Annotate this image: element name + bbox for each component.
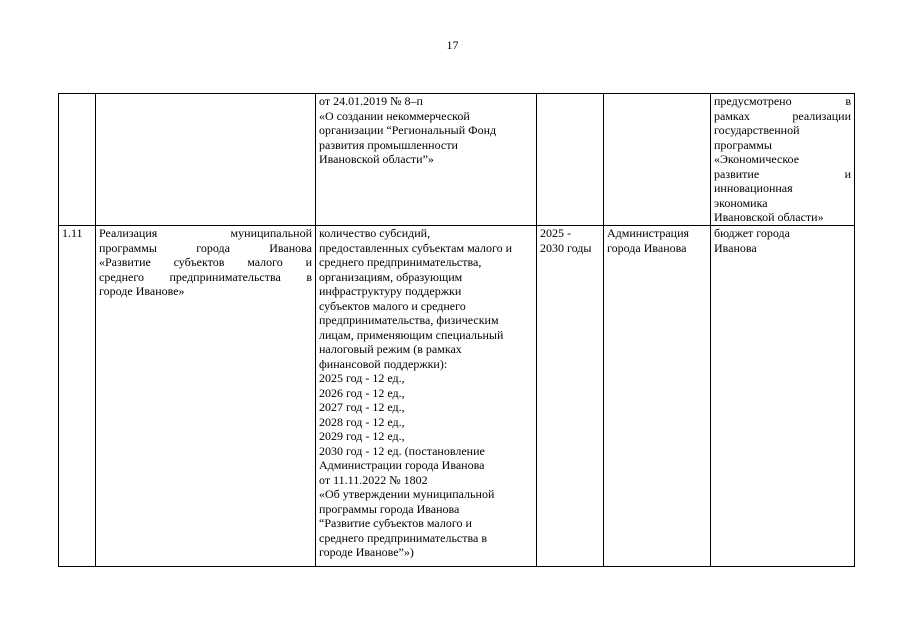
program-table	[58, 93, 855, 567]
indicator-line: среднего предпринимательства в	[319, 530, 487, 545]
name-line: программы города Иванова	[99, 240, 312, 255]
page-number: 17	[446, 38, 459, 52]
indicator-line: от 24.01.2019 № 8–п	[319, 94, 423, 108]
funding-line: предусмотрено в	[714, 94, 851, 108]
funding-line: «Экономическое	[714, 152, 800, 166]
indicator-line: 2025 год - 12 ед.,	[319, 371, 405, 385]
period-line: 2025 -	[540, 226, 571, 240]
indicator-line: Ивановской области”»	[319, 152, 434, 166]
funding-line: развитие и	[714, 166, 851, 181]
cell-period	[537, 226, 604, 567]
cell-executor	[604, 94, 711, 226]
executor-line: города Иванова	[607, 240, 687, 255]
indicator-line: Администрации города Иванова	[319, 458, 485, 472]
indicator-line: городе Иванове”»)	[319, 545, 414, 559]
indicator-line: программы города Иванова	[319, 501, 460, 516]
funding-line: экономика	[714, 195, 768, 210]
funding-line: программы	[714, 137, 772, 152]
table-row	[59, 94, 855, 226]
cell-name	[96, 94, 316, 226]
indicator-line: финансовой поддержки):	[319, 356, 448, 371]
indicator-line: 2027 год - 12 ед.,	[319, 400, 405, 414]
funding-line: Ивановской области»	[714, 210, 824, 224]
indicator-line: лицам, применяющим специальный	[319, 327, 504, 342]
indicator-line: 2026 год - 12 ед.,	[319, 385, 405, 400]
indicator-line: инфраструктуру поддержки	[319, 284, 462, 298]
indicator-line: 2029 год - 12 ед.,	[319, 429, 405, 443]
indicator-line: “Развитие субъектов малого и	[319, 516, 472, 530]
indicator-line: от 11.11.2022 № 1802	[319, 472, 428, 487]
indicator-line: предоставленных субъектам малого и	[319, 240, 513, 255]
indicator-line: организациям, образующим	[319, 269, 463, 284]
executor-line: Администрация	[607, 226, 690, 240]
name-line: «Развитие субъектов малого и	[99, 255, 312, 269]
indicator-line: субъектов малого и среднего	[319, 298, 466, 313]
indicator-line: среднего предпринимательства,	[319, 255, 482, 269]
indicator-line: развития промышленности	[319, 137, 458, 152]
cell-executor	[604, 226, 711, 567]
name-line: среднего предпринимательства в	[99, 269, 312, 284]
indicator-line: налоговый режим (в рамках	[319, 342, 462, 356]
funding-line: Иванова	[714, 240, 757, 255]
cell-number: 1.11	[59, 226, 96, 567]
indicator-line: 2030 год - 12 ед. (постановление	[319, 443, 485, 458]
funding-line: инновационная	[714, 181, 793, 195]
cell-number	[59, 94, 96, 226]
cell-name	[96, 226, 316, 567]
indicator-line: 2028 год - 12 ед.,	[319, 414, 405, 429]
indicator-line: количество субсидий,	[319, 226, 431, 240]
indicator-line: «О создании некоммерческой	[319, 108, 470, 123]
cell-indicator	[316, 94, 537, 226]
table-row	[59, 226, 855, 567]
cell-funding	[711, 94, 855, 226]
name-line: Реализация муниципальной	[99, 226, 312, 240]
funding-line: рамках реализации	[714, 108, 851, 123]
cell-period	[537, 94, 604, 226]
period-line: 2030 годы	[540, 240, 592, 255]
indicator-line: предпринимательства, физическим	[319, 313, 499, 327]
cell-indicator	[316, 226, 537, 567]
name-line: городе Иванове»	[99, 284, 185, 298]
indicator-line: «Об утверждении муниципальной	[319, 487, 495, 501]
funding-line: бюджет города	[714, 226, 790, 240]
indicator-line: организации “Региональный Фонд	[319, 123, 497, 137]
cell-funding	[711, 226, 855, 567]
funding-line: государственной	[714, 123, 800, 137]
